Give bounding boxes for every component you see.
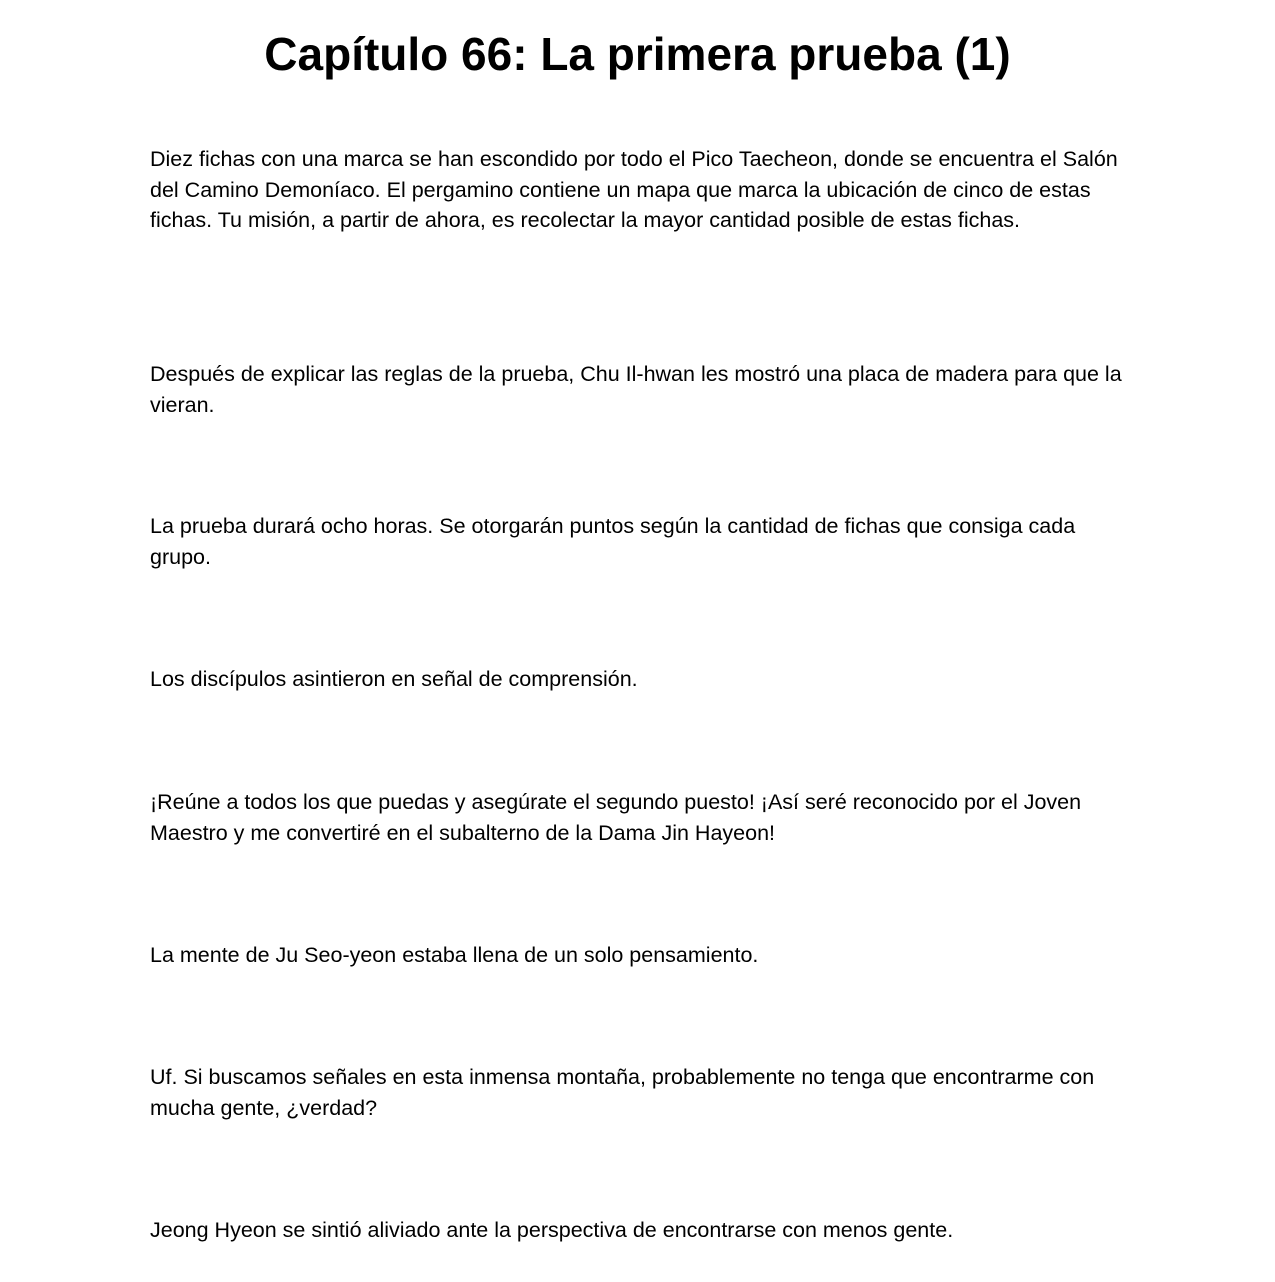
paragraph-3: La prueba durará ocho horas. Se otorgarán puntos según la cantidad de fichas que consiga cada grupo. xyxy=(150,514,1076,569)
paragraph-4: Los discípulos asintieron en señal de comprensión. xyxy=(150,667,638,691)
paragraph-8: Jeong Hyeon se sintió aliviado ante la perspectiva de encontrarse con menos gente. xyxy=(150,1218,954,1242)
chapter-title: Capítulo 66: La primera prueba (1) xyxy=(264,28,1011,80)
paragraph-2: Después de explicar las reglas de la prueba, Chu Il-hwan les mostró una placa de madera para que la vieran. xyxy=(150,362,1122,417)
paragraph-1: Diez fichas con una marca se han escondido por todo el Pico Taecheon, donde se encuentra el Salón del Camino Demoníaco. El pergamino contiene un mapa que marca la ubicación de cinco de estas fichas. Tu misión, a partir de ahora, es recolectar la mayor cantidad posible de estas fichas. xyxy=(150,147,1118,232)
paragraph-7: Uf. Si buscamos señales en esta inmensa montaña, probablemente no tenga que encontrarme con mucha gente, ¿verdad? xyxy=(150,1065,1095,1120)
paragraph-5: ¡Reúne a todos los que puedas y asegúrate el segundo puesto! ¡Así seré reconocido por el Joven Maestro y me convertiré en el subalterno de la Dama Jin Hayeon! xyxy=(150,790,1082,845)
paragraph-6: La mente de Ju Seo-yeon estaba llena de un solo pensamiento. xyxy=(150,943,759,967)
